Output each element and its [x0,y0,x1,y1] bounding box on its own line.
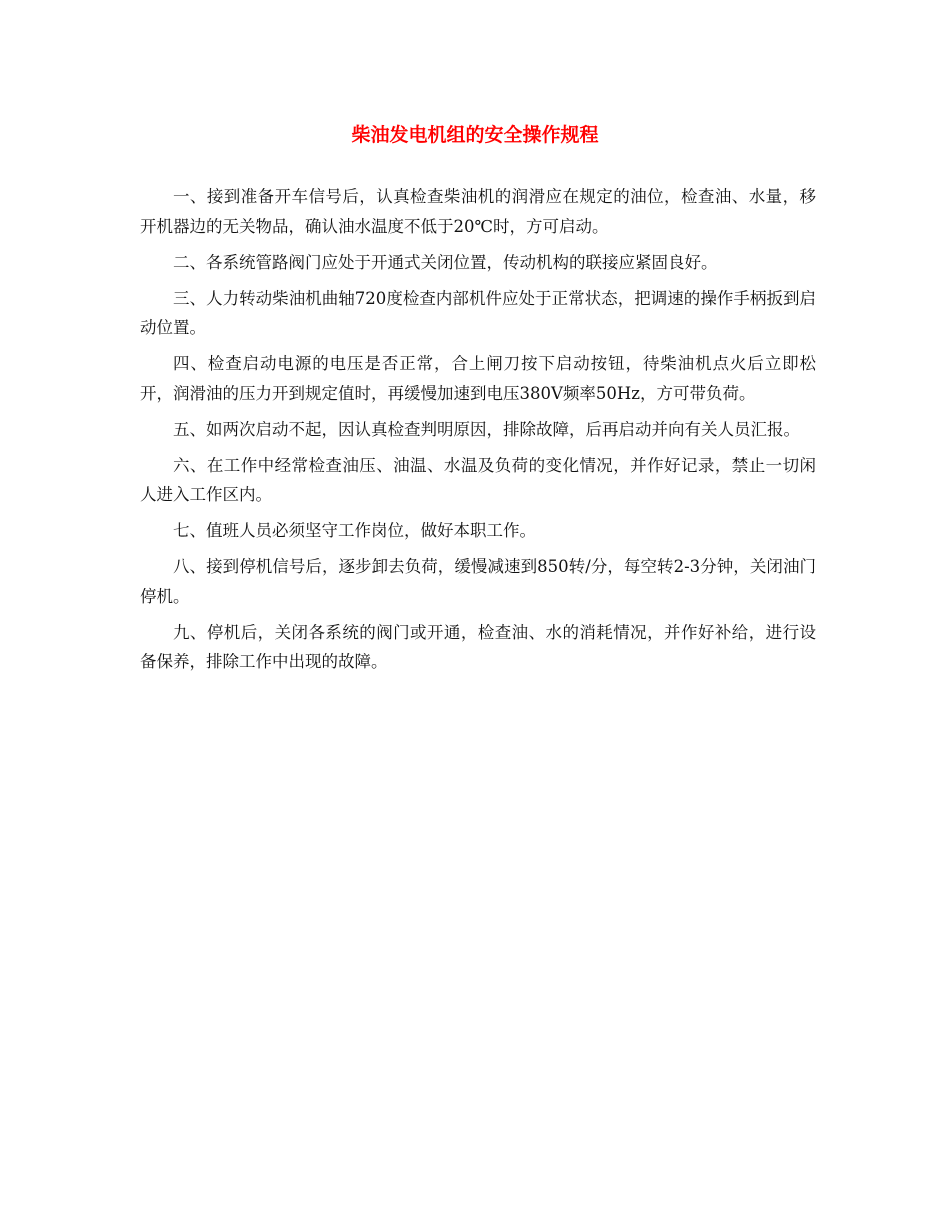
paragraph-3: 三、人力转动柴油机曲轴720度检查内部机件应处于正常状态，把调速的操作手柄扳到启动位置。 [140,288,816,337]
paragraph-7: 七、值班人员必须坚守工作岗位，做好本职工作。 [173,521,536,540]
document-title: 柴油发电机组的安全操作规程 [351,124,599,146]
document-body [140,182,816,683]
paragraph-5: 五、如两次启动不起，因认真检查判明原因，排除故障，后再启动并向有关人员汇报。 [173,419,800,439]
paragraph-1: 一、接到准备开车信号后，认真检查柴油机的润滑应在规定的油位，检查油、水量，移开机器边的无关物品，确认油水温度不低于20℃时，方可启动。 [140,187,816,236]
paragraph-4: 四、检查启动电源的电压是否正常，合上闸刀按下启动按钮，待柴油机点火后立即松开，润滑油的压力开到规定值时，再缓慢加速到电压380V频率50Hz，方可带负荷。 [140,354,816,403]
paragraph-9: 九、停机后，关闭各系统的阀门或开通，检查油、水的消耗情况，并作好补给，进行设备保养，排除工作中出现的故障。 [140,622,816,671]
paragraph-8: 八、接到停机信号后，逐步卸去负荷，缓慢减速到850转/分，每空转2-3分钟，关闭油门停机。 [140,557,816,606]
paragraph-6: 六、在工作中经常检查油压、油温、水温及负荷的变化情况，并作好记录，禁止一切闲人进入工作区内。 [140,455,816,504]
paragraph-2: 二、各系统管路阀门应处于开通式关闭位置，传动机构的联接应紧固良好。 [173,252,718,272]
